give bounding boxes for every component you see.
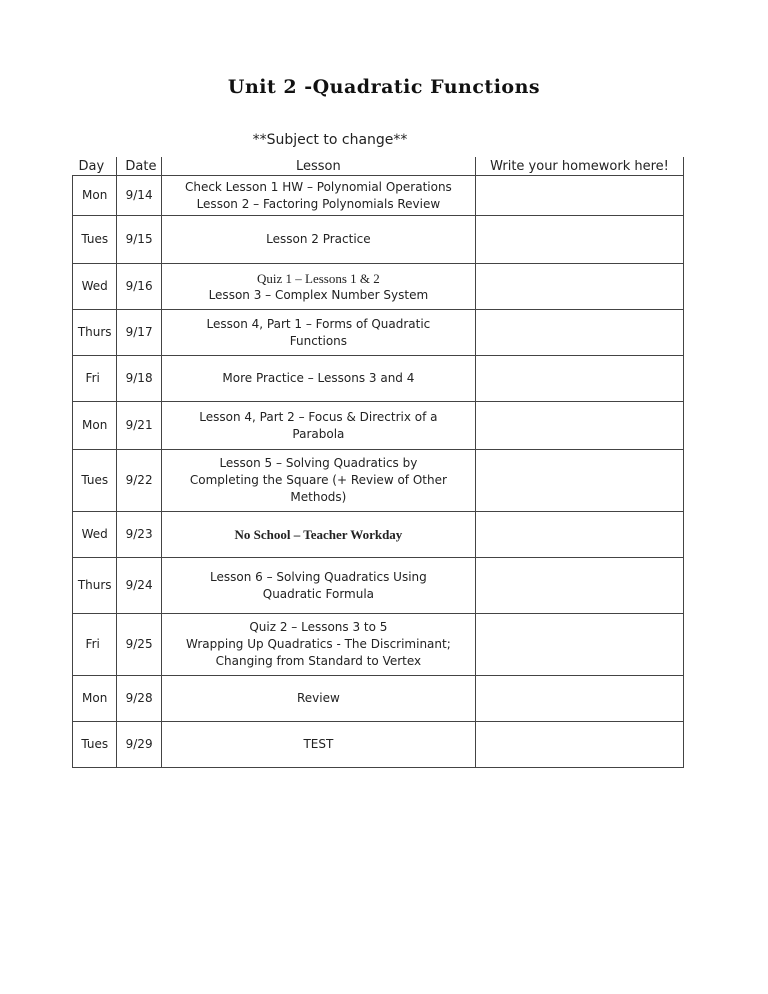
lesson-cell [161,310,475,356]
page-title: Unit 2 -Quadratic Functions [227,76,541,98]
homework-cell[interactable] [475,450,683,512]
table-row [73,176,684,216]
date-cell: 9/17 [117,310,161,356]
day-cell: Wed [73,264,117,310]
homework-cell[interactable] [475,676,683,722]
day-cell: Mon [73,176,117,216]
day-cell: Tues [73,722,117,768]
table-row [73,512,684,558]
header-date: Date [117,157,161,176]
date-cell: 9/15 [117,216,161,264]
subject-to-change-note: **Subject to change** [252,132,408,148]
day-cell: Tues [73,450,117,512]
homework-cell[interactable] [475,722,683,768]
table-row [73,676,684,722]
date-cell: 9/18 [117,356,161,402]
lesson-line: Lesson 6 – Solving Quadratics Using [210,569,427,584]
table-header-row [73,157,684,176]
lesson-cell [161,356,475,402]
lesson-cell [161,614,475,676]
date-cell: 9/14 [117,176,161,216]
lesson-line: No School – Teacher Workday [234,527,403,542]
schedule-table [72,157,684,768]
homework-cell[interactable] [475,356,683,402]
homework-cell[interactable] [475,558,683,614]
homework-cell[interactable] [475,402,683,450]
date-cell: 9/25 [117,614,161,676]
lesson-cell [161,264,475,310]
date-cell: 9/24 [117,558,161,614]
day-cell: Mon [73,402,117,450]
lesson-line: Lesson 4, Part 1 – Forms of Quadratic [206,316,431,331]
day-cell: Thurs [73,558,117,614]
lesson-line: Lesson 4, Part 2 – Focus & Directrix of a [199,409,438,424]
lesson-cell [161,722,475,768]
lesson-line: Quiz 1 – Lessons 1 & 2 [257,270,380,286]
day-cell: Fri [73,356,117,402]
date-cell: 9/21 [117,402,161,450]
lesson-cell [161,558,475,614]
day-cell: Wed [73,512,117,558]
header-homework: Write your homework here! [475,157,683,176]
date-cell: 9/29 [117,722,161,768]
day-cell: Fri [73,614,117,676]
lesson-line: TEST [303,737,334,751]
table-row [73,614,684,676]
table-row [73,722,684,768]
day-cell: Thurs [73,310,117,356]
lesson-line: Wrapping Up Quadratics - The Discriminant; [186,637,451,651]
day-cell: Tues [73,216,117,264]
lesson-cell [161,676,475,722]
lesson-cell [161,512,475,558]
table-row [73,264,684,310]
header-day: Day [73,157,117,176]
date-cell: 9/22 [117,450,161,512]
lesson-line: Changing from Standard to Vertex [215,654,422,668]
lesson-cell [161,450,475,512]
lesson-cell [161,402,475,450]
lesson-line: Review [296,691,340,705]
lesson-line: Quiz 2 – Lessons 3 to 5 [249,620,388,634]
table-row [73,402,684,450]
lesson-line: Quadratic Formula [262,586,375,601]
homework-cell[interactable] [475,176,683,216]
homework-cell[interactable] [475,512,683,558]
table-row [73,558,684,614]
table-row [73,216,684,264]
lesson-line: Lesson 2 – Factoring Polynomials Review [196,196,441,211]
lesson-line: Lesson 5 – Solving Quadratics by [219,456,418,470]
homework-cell[interactable] [475,614,683,676]
date-cell: 9/23 [117,512,161,558]
date-cell: 9/16 [117,264,161,310]
lesson-line: Lesson 3 – Complex Number System [208,287,429,302]
homework-cell[interactable] [475,264,683,310]
lesson-line: Parabola [292,426,345,441]
table-row [73,450,684,512]
lesson-line: Completing the Square (+ Review of Other [189,473,447,487]
lesson-line: Functions [289,333,348,348]
homework-cell[interactable] [475,216,683,264]
date-cell: 9/28 [117,676,161,722]
lesson-line: Lesson 2 Practice [266,232,371,246]
lesson-line: Methods) [290,490,347,504]
homework-cell[interactable] [475,310,683,356]
table-row [73,356,684,402]
lesson-cell [161,216,475,264]
day-cell: Mon [73,676,117,722]
table-row [73,310,684,356]
lesson-line: More Practice – Lessons 3 and 4 [222,371,415,385]
lesson-line: Check Lesson 1 HW – Polynomial Operations [184,179,452,194]
header-lesson: Lesson [161,157,475,176]
lesson-cell [161,176,475,216]
